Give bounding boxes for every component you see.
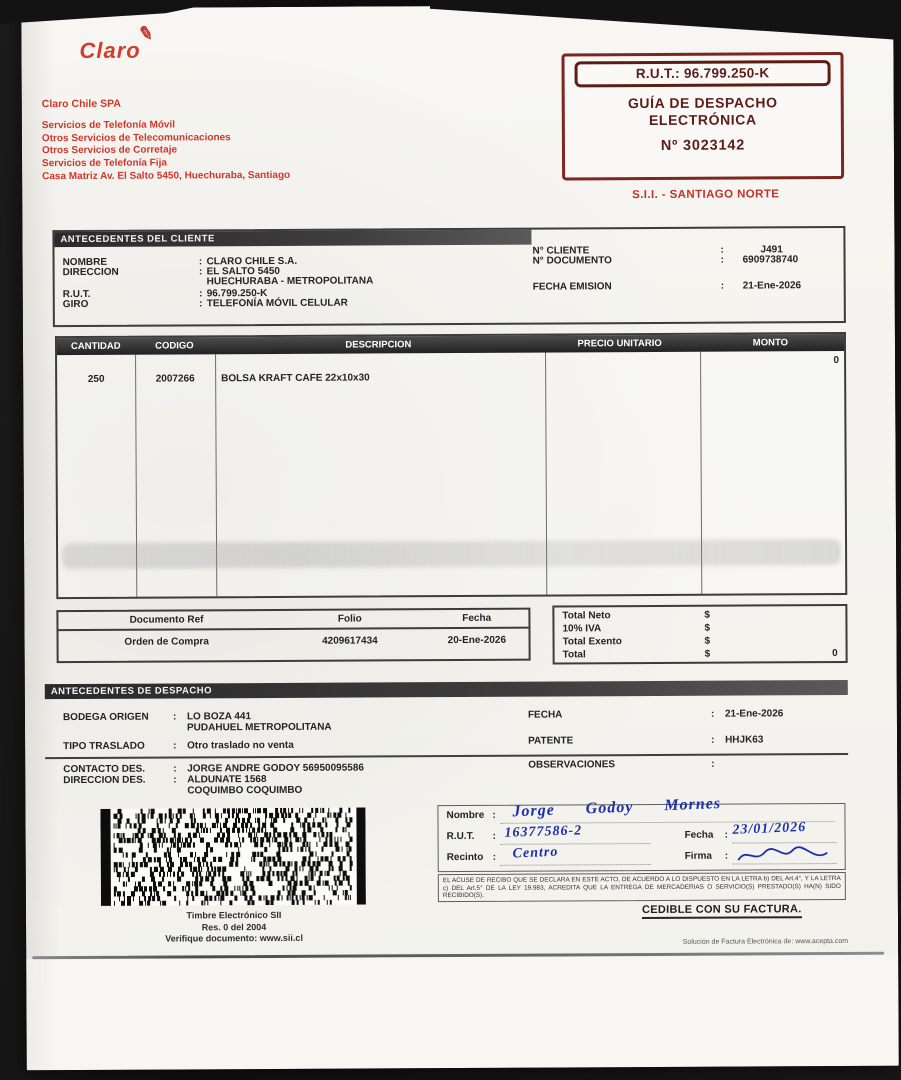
document-paper: [21, 4, 899, 1071]
item-monto-overflow: 0: [833, 355, 840, 367]
sii-document-box: [561, 52, 844, 180]
emitter-rut: R.U.T.: 96.799.250-K: [575, 60, 831, 87]
currency-sign: $: [704, 635, 711, 647]
claro-logo: [79, 22, 157, 64]
reference-table: [56, 608, 530, 663]
barcode-pattern: [100, 807, 366, 905]
legal-text: EL ACUSE DE RECIBO QUE SE DECLARA EN ESTE ACTO, DE ACUERDO A LO DISPUESTO EN LA LETRA b) DEL Art.4°, Y LA LETRA c) DEL Art.5° DE LA LEY 19.983, ACREDITA QUE LA ENTREGA DE MERCADERIAS O SERVICIO(S) PRESTADO(S) HA(N) SIDO RECIBIDO(S).: [438, 872, 846, 902]
client-row-ndocumento: N° DOCUMENTO : 6909738740: [532, 254, 799, 267]
rut-label: R.U.T.: [446, 830, 475, 843]
company-service-line: Otros Servicios de Telecomunicaciones: [41, 131, 231, 144]
company-name: Claro Chile SPA: [41, 97, 121, 111]
item-codigo: 2007266: [155, 373, 195, 385]
item-descripcion: BOLSA KRAFT CAFE 22x10x30: [221, 372, 370, 385]
currency-sign: $: [704, 622, 711, 634]
sii-office: S.I.I. - SANTIAGO NORTE: [632, 188, 780, 202]
ref-col-folio: Folio: [337, 613, 362, 625]
ref-col-fecha: Fecha: [462, 612, 492, 624]
client-row-giro: GIRO : TELEFONÍA MÓVIL CELULAR: [62, 297, 348, 311]
contacto-des-row: CONTACTO DES. : JORGE ANDRE GODOY 56950095586: [63, 762, 365, 776]
direccion-des-row: DIRECCION DES. : ALDUNATE 1568: [63, 774, 267, 787]
client-section-header: ANTECEDENTES DEL CLIENTE: [54, 230, 531, 247]
company-info: [42, 97, 290, 184]
fecha-field-line: [733, 842, 837, 844]
client-row-fecha-emision: FECHA EMISION : 21-Ene-2026: [532, 280, 802, 293]
total-neto-row: Total Neto $: [562, 609, 711, 622]
ref-col-documento: Documento Ref: [129, 614, 204, 626]
direccion-des-line2: COQUIMBO COQUIMBO: [187, 784, 303, 797]
fecha-despacho-row: FECHA : 21-Ene-2026: [527, 708, 784, 721]
recinto-handwritten: Centro: [512, 844, 559, 862]
rut-field-line: [501, 843, 651, 845]
fecha-handwritten: 23/01/2026: [732, 819, 807, 838]
col-descripcion: DESCRIPCION: [345, 339, 412, 351]
total-row: Total $ 0: [562, 648, 838, 661]
client-section: [52, 226, 845, 327]
col-cantidad: CANTIDAD: [70, 340, 121, 353]
firma-label: Firma: [684, 850, 712, 862]
pdf417-barcode: [100, 807, 366, 905]
rut-handwritten: 16377586-2: [504, 823, 583, 841]
timbre-electronico: Timbre Electrónico SII Res. 0 del 2004 Verifique documento: www.sii.cl: [165, 909, 303, 944]
firma-signature-scribble: [737, 846, 829, 864]
totals-box: [552, 604, 847, 665]
company-service-line: Servicios de Telefonía Fija: [42, 157, 167, 170]
fecha-label: Fecha: [684, 829, 714, 841]
blank-lower-sheet: [26, 955, 899, 1071]
item-cantidad: 250: [87, 373, 105, 385]
pencil-icon: ✎: [136, 22, 157, 46]
iva-row: 10% IVA $: [562, 622, 711, 635]
ref-folio: 4209617434: [322, 635, 378, 647]
despacho-section-header: ANTECEDENTES DE DESPACHO: [45, 680, 848, 699]
reference-table-header: [58, 610, 528, 631]
reference-row: [59, 635, 529, 648]
items-table: [55, 332, 847, 599]
client-row-ncliente: N° CLIENTE : J491: [532, 244, 783, 257]
recinto-field-line: [501, 864, 651, 866]
currency-sign: $: [704, 648, 711, 660]
col-codigo: CODIGO: [155, 340, 194, 352]
client-row-direccion: DIRECCION : EL SALTO 5450: [62, 265, 281, 279]
client-row-rut: R.U.T. : 96.799.250-K: [62, 288, 268, 301]
col-monto: MONTO: [752, 337, 788, 349]
nombre-handwritten: Jorge Godoy Mornes: [512, 795, 722, 821]
items-table-header: [57, 334, 844, 355]
ref-fecha: 20-Ene-2026: [447, 634, 507, 647]
currency-sign: $: [704, 609, 711, 621]
client-row-nombre: NOMBRE : CLARO CHILE S.A.: [62, 255, 298, 269]
section-divider: [45, 753, 848, 759]
logo-text: Claro: [79, 37, 141, 63]
client-direccion-line2: HUECHURABA - METROPOLITANA: [206, 275, 374, 288]
bodega-origen-row: BODEGA ORIGEN : LO BOZA 441: [62, 711, 252, 724]
provider-footer: Solución de Factura Electrónica de: www.acepta.com: [682, 937, 849, 946]
scan-smudge-artifact: [62, 539, 841, 569]
document-number: Nº 3023142: [660, 137, 746, 154]
acuse-recibo-box: Nombre : Jorge Godoy Mornes R.U.T. : 16377586-2 Fecha : 23/01/2026 Recinto : Centro Firma :: [437, 803, 845, 872]
total-exento-row: Total Exento $: [562, 635, 711, 648]
bodega-origen-line2: PUDAHUEL METROPOLITANA: [186, 721, 332, 734]
company-service-line: Otros Servicios de Corretaje: [41, 144, 178, 157]
company-address: Casa Matriz Av. El Salto 5450, Huechuraba, Santiago: [42, 169, 291, 183]
tipo-traslado-row: TIPO TRASLADO : Otro traslado no venta: [63, 739, 294, 753]
nombre-label: Nombre: [446, 809, 485, 822]
ref-documento: Orden de Compra: [124, 636, 209, 648]
col-precio-unitario: PRECIO UNITARIO: [577, 337, 662, 350]
recinto-label: Recinto: [446, 851, 484, 864]
cedible-notice: CEDIBLE CON SU FACTURA.: [642, 903, 802, 919]
observaciones-row: OBSERVACIONES :: [528, 758, 715, 771]
document-type-title: GUÍA DE DESPACHO ELECTRÓNICA: [627, 94, 778, 129]
company-service-line: Servicios de Telefonía Móvil: [41, 119, 176, 131]
patente-row: PATENTE : HHJK63: [528, 734, 764, 747]
